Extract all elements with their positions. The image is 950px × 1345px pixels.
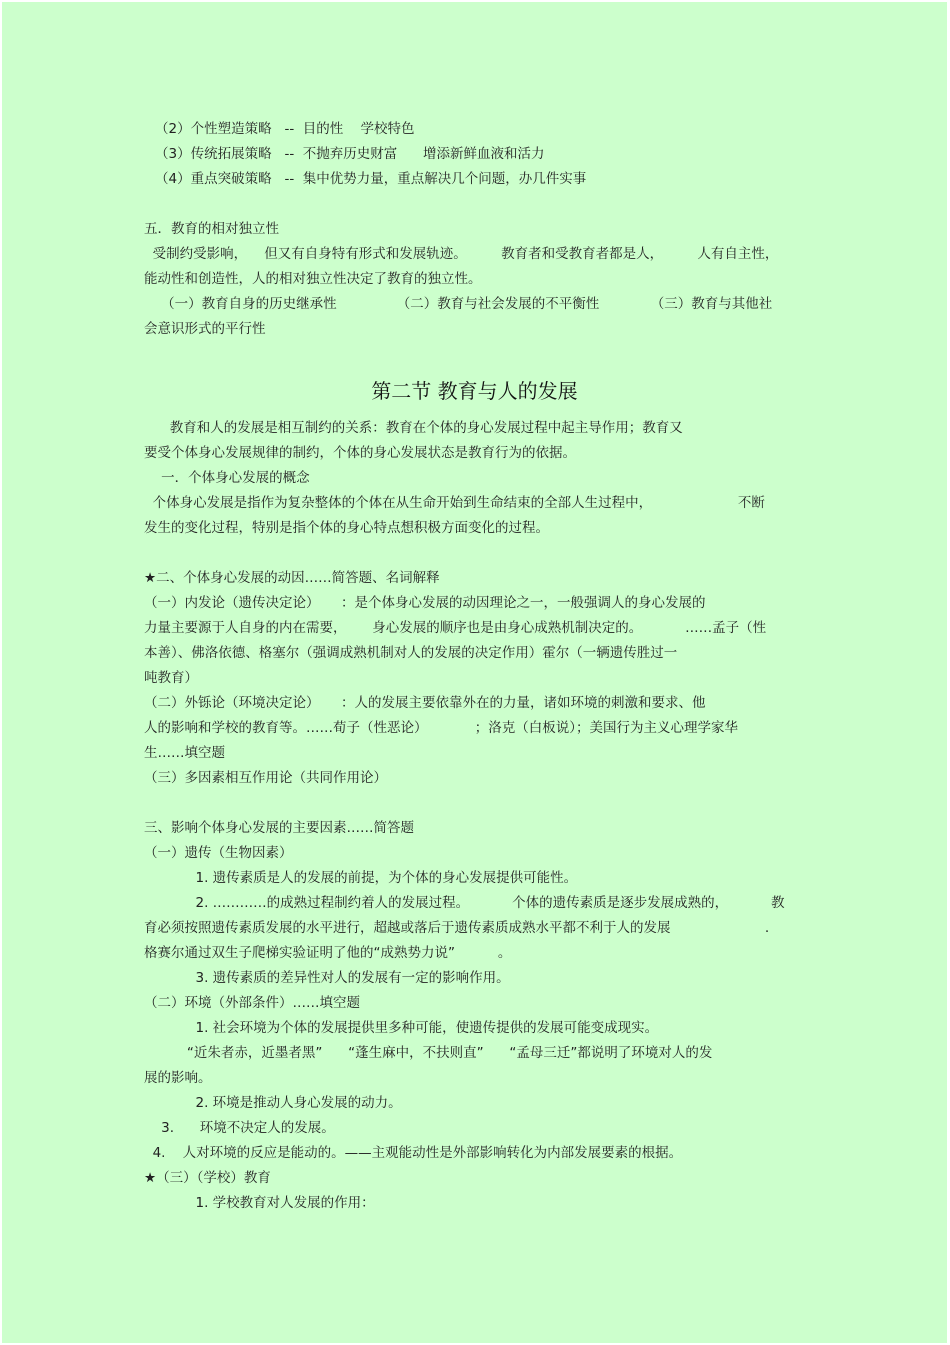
section-title: 第二节 教育与人的发展 <box>371 379 578 403</box>
text-line: 会意识形式的平行性 <box>144 321 266 337</box>
text-line: （一）教育自身的历史继承性 （二）教育与社会发展的不平衡性 （三）教育与其他社 <box>144 296 773 312</box>
text-line: 本善）、佛洛依德、格塞尔（强调成熟机制对人的发展的决定作用）霍尔（一辆遗传胜过一 <box>144 645 678 661</box>
subsection-heading: 一．个体身心发展的概念 <box>144 470 310 486</box>
text-line: 2. …………的成熟过程制约着人的发展过程。 个体的遗传素质是逐步发展成熟的， 教 <box>144 895 785 911</box>
section-heading: 五．教育的相对独立性 <box>144 221 279 237</box>
text-line: 要受个体身心发展规律的制约，个体的身心发展状态是教育行为的依据。 <box>144 445 576 461</box>
text-line: 能动性和创造性，人的相对独立性决定了教育的独立性。 <box>144 271 482 287</box>
text-line: （三）多因素相互作用论（共同作用论） <box>144 770 387 786</box>
text-line: 人的影响和学校的教育等。……荀子（性恶论） ；洛克（白板说）；美国行为主义心理学家华 <box>144 720 738 736</box>
document-page <box>2 2 947 1343</box>
text-line: 4. 人对环境的反应是能动的。——主观能动性是外部影响转化为内部发展要素的根据。 <box>144 1145 683 1161</box>
text-line: （4）重点突破策略 -- 集中优势力量，重点解决几个问题，办几件实事 <box>155 171 587 187</box>
text-line: 1. 学校教育对人发展的作用： <box>144 1195 375 1211</box>
text-line: （2）个性塑造策略 -- 目的性 学校特色 <box>155 121 415 137</box>
text-line: 育必须按照遗传素质发展的水平进行，超越或落后于遗传素质成熟水平都不利于人的发展 . <box>144 920 770 936</box>
text-line: 格赛尔通过双生子爬梯实验证明了他的“成熟势力说” 。 <box>144 945 512 961</box>
text-line: 2. 环境是推动人身心发展的动力。 <box>144 1095 402 1111</box>
section-heading: ★二、个体身心发展的动因……简答题、名词解释 <box>144 570 440 586</box>
text-line: 1. 遗传素质是人的发展的前提，为个体的身心发展提供可能性。 <box>144 870 578 886</box>
text-line: 受制约受影响， 但又有自身特有形式和发展轨迹。 教育者和受教育者都是人， 人有自主性， <box>144 246 779 262</box>
text-line: （一）遗传（生物因素） <box>144 845 293 861</box>
text-line: 教育和人的发展是相互制约的关系：教育在个体的身心发展过程中起主导作用；教育又 <box>144 420 683 436</box>
section-heading: 三、影响个体身心发展的主要因素……简答题 <box>144 820 414 836</box>
text-line: 吨教育） <box>144 670 198 686</box>
text-line: 生……填空题 <box>144 745 225 761</box>
text-line: 个体身心发展是指作为复杂整体的个体在从生命开始到生命结束的全部人生过程中， 不断 <box>144 495 765 511</box>
text-line: 1. 社会环境为个体的发展提供里多种可能，使遗传提供的发展可能变成现实。 <box>144 1020 659 1036</box>
text-line: （3）传统拓展策略 -- 不抛弃历史财富 增添新鲜血液和活力 <box>155 146 545 162</box>
text-line: （二）外铄论（环境决定论） ：人的发展主要依靠外在的力量，诸如环境的刺激和要求、他 <box>144 695 706 711</box>
text-line: 展的影响。 <box>144 1070 212 1086</box>
text-line: 发生的变化过程，特别是指个体的身心特点想积极方面变化的过程。 <box>144 520 549 536</box>
text-line: 3. 遗传素质的差异性对人的发展有一定的影响作用。 <box>144 970 510 986</box>
text-line: 力量主要源于人自身的内在需要， 身心发展的顺序也是由身心成熟机制决定的。 ……孟子（性 <box>144 620 767 636</box>
text-line: （二）环境（外部条件）……填空题 <box>144 995 360 1011</box>
text-line: “近朱者赤，近墨者黑” “蓬生麻中，不扶则直” “孟母三迁”都说明了环境对人的发 <box>144 1045 713 1061</box>
text-line: （一）内发论（遗传决定论） ：是个体身心发展的动因理论之一，一般强调人的身心发展的 <box>144 595 706 611</box>
text-line: 3. 环境不决定人的发展。 <box>144 1120 335 1136</box>
section-heading: ★（三）（学校）教育 <box>144 1170 271 1186</box>
